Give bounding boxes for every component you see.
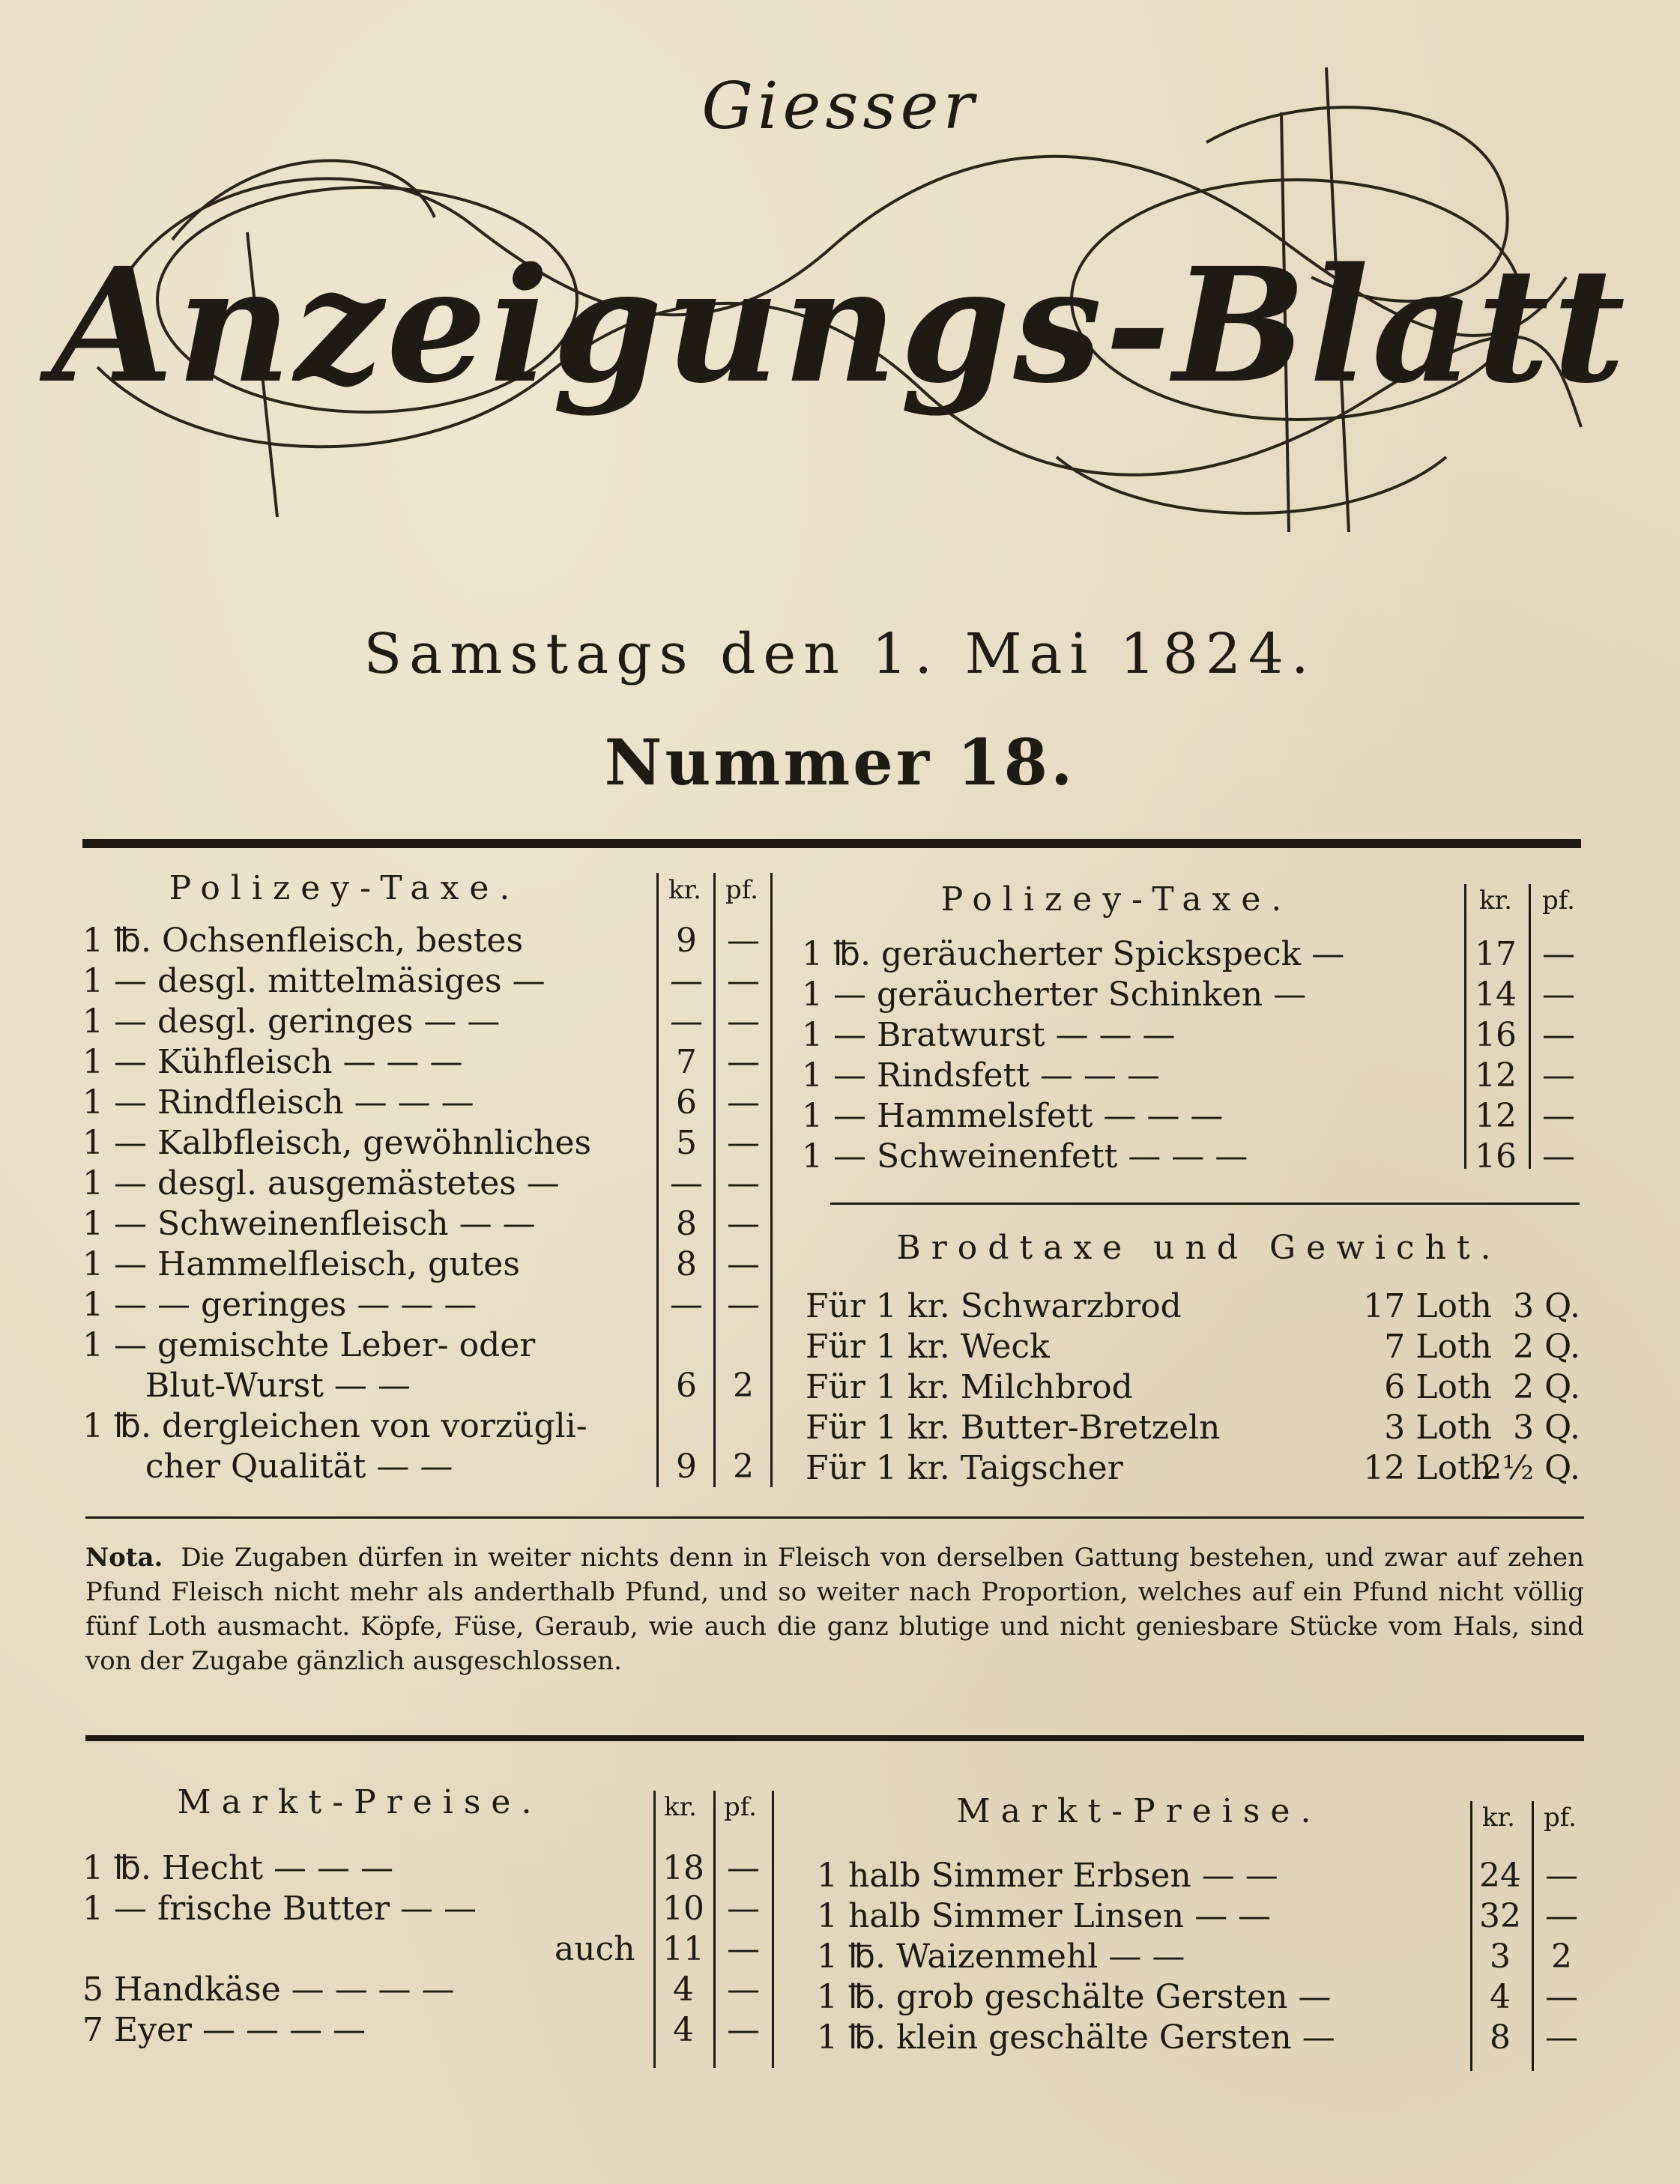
row-item: 1 ℔. grob geschälte Gersten —: [817, 1978, 1332, 2016]
row-item: 1 — desgl. mittelmäsiges —: [82, 962, 546, 1000]
polizey-left-kr-head: kr.: [668, 875, 701, 905]
row-pf: —: [1542, 1016, 1575, 1054]
issue-number: Nummer 18.: [604, 725, 1076, 799]
row-pf: —: [1542, 1056, 1575, 1095]
table-row: [82, 1286, 847, 1326]
row-item: 1 — Bratwurst — — —: [802, 1016, 1176, 1054]
row-kr: 12: [1475, 1056, 1517, 1095]
row-pf: —: [1545, 1857, 1578, 1895]
lower-rule: [85, 1735, 1584, 1741]
row-pf: —: [727, 1286, 760, 1324]
top-rule: [82, 839, 1581, 848]
table-row: [802, 1056, 1596, 1097]
brod-loth: 17 Loth: [1363, 1287, 1492, 1325]
polizey-right-heading: Polizey-Taxe.: [940, 880, 1293, 919]
table-row: [802, 975, 1596, 1016]
row-pf: —: [727, 962, 760, 1000]
row-pf: —: [1542, 1097, 1575, 1135]
brod-quentchen: 3 Q.: [1513, 1287, 1580, 1325]
nota-text: Die Zugaben dürfen in weiter nichts denn in Fleisch von derselben Gattung bestehen, und zwar auf zehen Pfund Fleisch nicht mehr als anderthalb Pfund, und so weiter nach Proportion, welches auf ein Pfund nicht völlig fünf Loth ausmacht. Köpfe, Füse, Geraub, wie auch die ganz blutige und nicht geniesbare Stücke vom Hals, sind von der Zugabe gänzlich ausgeschlossen.: [85, 1543, 1584, 1676]
row-item: 1 — Schweinenfleisch — —: [82, 1205, 536, 1243]
table-row: [82, 1849, 832, 1890]
row-kr: —: [670, 962, 703, 1000]
row-kr: 14: [1475, 975, 1517, 1014]
row-pf: —: [1545, 2018, 1578, 2057]
row-pf: 2: [733, 1367, 754, 1405]
table-row: [806, 1328, 1600, 1368]
row-kr: 10: [662, 1890, 704, 1928]
row-item: 1 — Rindfleisch — — —: [82, 1083, 474, 1122]
masthead-title: Anzeigungs-Blatt: [51, 233, 1628, 418]
row-kr: 4: [673, 2011, 694, 2049]
table-row: [802, 1016, 1596, 1056]
table-row: [82, 2011, 832, 2051]
brod-item: Für 1 kr. Milchbrod: [806, 1368, 1133, 1406]
markt-left-table: [82, 1849, 832, 2051]
table-row: [817, 1938, 1596, 1978]
table-row: [82, 1448, 847, 1488]
row-kr: 12: [1475, 1097, 1517, 1135]
table-row: [82, 1970, 832, 2011]
row-kr: 9: [676, 922, 697, 960]
brod-item: Für 1 kr. Schwarzbrod: [806, 1287, 1182, 1325]
table-row: [82, 962, 847, 1002]
polizey-right-pf-head: pf.: [1542, 886, 1575, 916]
table-row: [806, 1368, 1600, 1409]
row-pf: —: [727, 1043, 760, 1081]
row-pf: —: [1542, 975, 1575, 1014]
brod-quentchen: 2 Q.: [1513, 1328, 1580, 1366]
row-item: 1 — Hammelsfett — — —: [802, 1097, 1224, 1135]
row-kr: 9: [676, 1448, 697, 1486]
row-pf: —: [727, 1164, 760, 1203]
row-pf: —: [727, 1124, 760, 1162]
polizey-left-table: [82, 922, 847, 1488]
polizey-left-pf-head: pf.: [725, 875, 758, 905]
row-pf: 2: [1551, 1938, 1572, 1976]
brod-quentchen: 3 Q.: [1513, 1409, 1580, 1447]
polizey-right-table: [802, 935, 1596, 1178]
row-pf: —: [727, 1002, 760, 1041]
row-item: 1 halb Simmer Linsen — —: [817, 1897, 1272, 1935]
row-kr: 24: [1479, 1857, 1521, 1895]
table-row: [82, 922, 847, 962]
row-item: 1 — Schweinenfett — — —: [802, 1137, 1248, 1176]
row-pf: —: [727, 922, 760, 960]
table-row: [82, 1002, 847, 1043]
row-kr: 3: [1490, 1938, 1511, 1976]
row-kr: 16: [1475, 1016, 1517, 1054]
table-row: [82, 1124, 847, 1164]
row-kr: 16: [1475, 1137, 1517, 1176]
table-row: [806, 1409, 1600, 1449]
table-row: [82, 1043, 847, 1083]
row-item: 1 halb Simmer Erbsen — —: [817, 1857, 1278, 1895]
row-pf: —: [727, 1083, 760, 1122]
row-kr: 8: [676, 1205, 697, 1243]
brod-item: Für 1 kr. Taigscher: [806, 1449, 1123, 1487]
table-row: [802, 1097, 1596, 1137]
nota-paragraph: [85, 1540, 1584, 1678]
row-item: 1 ℔. geräucherter Spickspeck —: [802, 935, 1345, 973]
brodtaxe-table: [806, 1287, 1600, 1489]
row-kr: 18: [662, 1849, 704, 1887]
row-pf: —: [727, 1205, 760, 1243]
nota-label: Nota.: [85, 1543, 163, 1573]
row-pf: 2: [733, 1448, 754, 1486]
row-item: Blut-Wurst — —: [82, 1367, 411, 1405]
table-row: [82, 1326, 847, 1367]
row-item: 1 — — geringes — — —: [82, 1286, 477, 1324]
row-kr: 32: [1479, 1897, 1521, 1935]
row-pf: —: [1542, 1137, 1575, 1176]
brod-loth: 6 Loth: [1384, 1368, 1492, 1406]
brod-loth: 12 Loth: [1363, 1449, 1492, 1487]
table-row: [806, 1287, 1600, 1328]
table-row: [817, 1897, 1596, 1938]
row-item: 1 — Kühfleisch — — —: [82, 1043, 463, 1081]
row-pf: —: [1542, 935, 1575, 973]
row-item: 1 — geräucherter Schinken —: [802, 975, 1307, 1014]
row-pf: —: [727, 1890, 760, 1928]
row-item: 1 ℔. Waizenmehl — —: [817, 1938, 1185, 1976]
markt-left-pf-head: pf.: [724, 1792, 757, 1822]
row-pf: —: [1545, 1897, 1578, 1935]
brod-loth: 7 Loth: [1384, 1328, 1492, 1366]
row-kr: 4: [673, 1970, 694, 2009]
row-kr: 6: [676, 1367, 697, 1405]
brod-quentchen: 2½ Q.: [1481, 1449, 1580, 1487]
row-item: 1 — Rindsfett — — —: [802, 1056, 1160, 1095]
brod-quentchen: 2 Q.: [1513, 1368, 1580, 1406]
table-row: [82, 1890, 832, 1930]
row-kr: —: [670, 1164, 703, 1203]
row-kr: 7: [676, 1043, 697, 1081]
table-row: [82, 1407, 847, 1448]
row-kr: 17: [1475, 935, 1517, 973]
brodtaxe-heading: Brodtaxe und Gewicht.: [896, 1229, 1502, 1267]
row-kr: 5: [676, 1124, 697, 1162]
row-item: 1 — gemischte Leber- oder: [82, 1326, 536, 1364]
row-item: cher Qualität — —: [82, 1448, 453, 1486]
middle-rule: [85, 1516, 1584, 1519]
polizey-left-heading: Polizey-Taxe.: [169, 869, 521, 907]
row-item: 1 — desgl. ausgemästetes —: [82, 1164, 560, 1203]
row-kr: 8: [1490, 2018, 1511, 2057]
masthead-place: Giesser: [701, 69, 979, 144]
table-row: [817, 1857, 1596, 1897]
row-item: 1 ℔. dergleichen von vorzügli-: [82, 1407, 587, 1445]
markt-right-pf-head: pf.: [1544, 1803, 1577, 1833]
row-item: 1 — Hammelfleisch, gutes: [82, 1245, 520, 1283]
row-pf: —: [727, 1849, 760, 1887]
table-row: [82, 1245, 847, 1286]
brod-loth: 3 Loth: [1384, 1409, 1492, 1447]
markt-right-table: [817, 1857, 1596, 2059]
table-row: [82, 1164, 847, 1205]
row-item: 1 ℔. Ochsenfleisch, bestes: [82, 922, 524, 960]
row-pf: —: [727, 1970, 760, 2009]
row-item: 1 ℔. klein geschälte Gersten —: [817, 2018, 1335, 2057]
brod-item: Für 1 kr. Weck: [806, 1328, 1050, 1366]
row-kr: 8: [676, 1245, 697, 1283]
table-row: [82, 1930, 832, 1970]
row-item: 1 — desgl. geringes — —: [82, 1002, 501, 1041]
polizey-right-kr-head: kr.: [1479, 886, 1512, 916]
row-kr: —: [670, 1286, 703, 1324]
row-item: 7 Eyer — — — —: [82, 2011, 366, 2049]
markt-left-heading: Markt-Preise.: [177, 1783, 543, 1821]
table-row: [82, 1083, 847, 1124]
markt-left-kr-head: kr.: [664, 1792, 697, 1822]
row-kr: 6: [676, 1083, 697, 1122]
polizey-right-bottom-rule: [830, 1203, 1580, 1205]
row-item: 1 ℔. Hecht — — —: [82, 1849, 393, 1887]
markt-right-kr-head: kr.: [1482, 1803, 1515, 1833]
row-pf: —: [727, 1930, 760, 1968]
row-item: 1 — frische Butter — —: [82, 1890, 477, 1928]
row-kr: 4: [1490, 1978, 1511, 2016]
table-row: [82, 1205, 847, 1245]
table-row: [82, 1367, 847, 1407]
row-pf: —: [1545, 1978, 1578, 2016]
table-row: [802, 1137, 1596, 1178]
row-item: 5 Handkäse — — — —: [82, 1970, 455, 2009]
markt-right-heading: Markt-Preise.: [956, 1792, 1322, 1830]
issue-date: Samstags den 1. Mai 1824.: [363, 622, 1317, 686]
table-row: [817, 1978, 1596, 2018]
row-item: auch: [555, 1930, 635, 1968]
table-row: [817, 2018, 1596, 2059]
brod-item: Für 1 kr. Butter-Bretzeln: [806, 1409, 1221, 1447]
table-row: [802, 935, 1596, 975]
row-kr: 11: [662, 1930, 704, 1968]
row-pf: —: [727, 2011, 760, 2049]
row-item: 1 — Kalbfleisch, gewöhnliches: [82, 1124, 592, 1162]
row-pf: —: [727, 1245, 760, 1283]
table-row: [806, 1449, 1600, 1489]
row-kr: —: [670, 1002, 703, 1041]
